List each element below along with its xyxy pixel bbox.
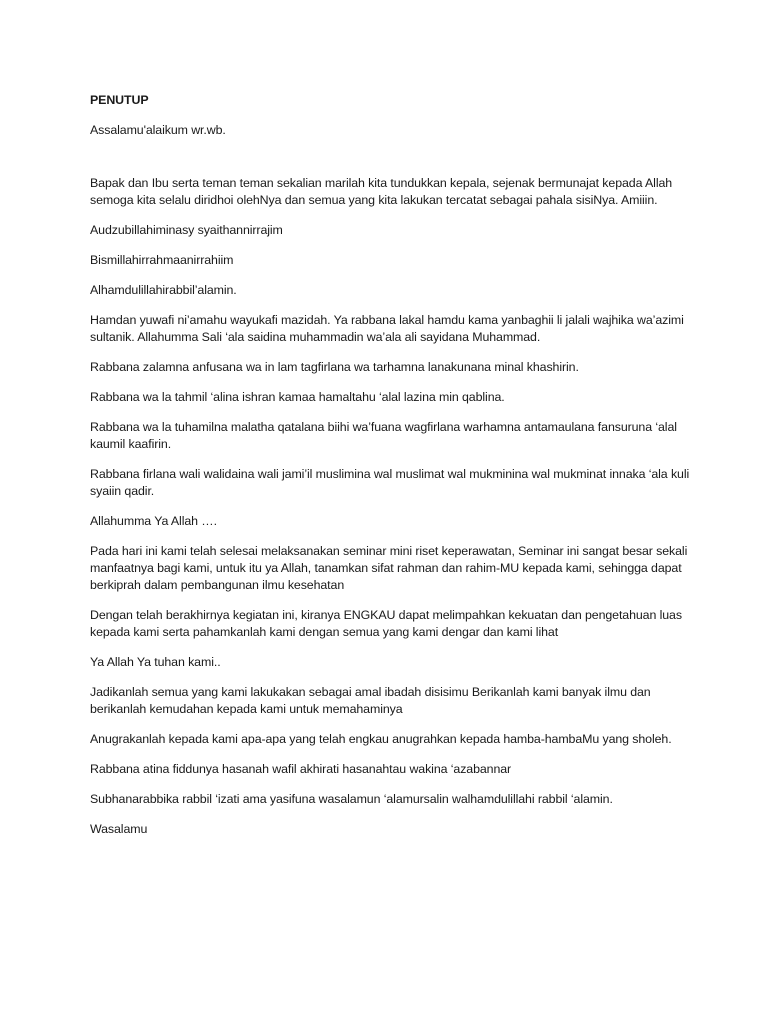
paragraph: Audzubillahiminasy syaithannirrajim	[90, 223, 283, 237]
paragraph: Bismillahirrahmaanirrahiim	[90, 253, 234, 267]
paragraph: Anugrakanlah kepada kami apa-apa yang telah engkau anugrahkan kepada hamba-hambaMu yang sholeh.	[90, 732, 672, 746]
paragraph: Pada hari ini kami telah selesai melaksanakan seminar mini riset keperawatan, Seminar ini sangat besar sekali manfaatnya bagi kami, untuk itu ya Allah, tanamkan sifat rahman dan rahim-MU kepada kami, sehingga dapat berkiprah dalam pembangunan ilmu kesehatan	[90, 544, 688, 592]
paragraph: Alhamdulillahirabbil’alamin.	[90, 283, 237, 297]
paragraph: Jadikanlah semua yang kami lakukakan sebagai amal ibadah disisimu Berikanlah kami banyak ilmu dan berikanlah kemudahan kepada kami untuk memahaminya	[90, 685, 651, 716]
paragraph: Bapak dan Ibu serta teman teman sekalian marilah kita tundukkan kepala, sejenak bermunajat kepada Allah semoga kita selalu diridhoi olehNya dan semua yang kita lakukan tercatat sebagai pahala sisiNya. Amiiin.	[90, 176, 673, 207]
paragraph: Rabbana wa la tahmil ‘alina ishran kamaa hamaltahu ‘alal lazina min qablina.	[90, 390, 505, 404]
paragraph: Subhanarabbika rabbil ‘izati ama yasifuna wasalamun ‘alamursalin walhamdulillahi rabbil ‘alamin.	[90, 792, 613, 806]
paragraph: Dengan telah berakhirnya kegiatan ini, kiranya ENGKAU dapat melimpahkan kekuatan dan pengetahuan luas kepada kami serta pahamkanlah kami dengan semua yang kami dengar dan kami lihat	[90, 608, 682, 639]
greeting: Assalamu'alaikum wr.wb.	[90, 123, 226, 137]
paragraph: Rabbana wa la tuhamilna malatha qatalana biihi wa’fuana wagfirlana warhamna antamaulana fansuruna ‘alal kaumil kaafirin.	[90, 420, 677, 451]
document-title: PENUTUP	[90, 93, 149, 107]
paragraph: Rabbana zalamna anfusana wa in lam tagfirlana wa tarhamna lanakunana minal khashirin.	[90, 360, 579, 374]
document-page	[90, 92, 690, 851]
paragraph: Ya Allah Ya tuhan kami..	[90, 655, 221, 669]
paragraph-list	[90, 175, 690, 838]
paragraph: Hamdan yuwafi ni’amahu wayukafi mazidah. Ya rabbana lakal hamdu kama yanbaghii li jalali wajhika wa’azimi sultanik. Allahumma Sali ‘ala saidina muhammadin wa’ala ali sayidana Muhammad.	[90, 313, 684, 344]
paragraph: Rabbana firlana wali walidaina wali jami’il muslimina wal muslimat wal mukminina wal mukminat innaka ‘ala kuli syaiin qadir.	[90, 467, 690, 498]
spacer	[90, 152, 690, 175]
paragraph: Rabbana atina fiddunya hasanah wafil akhirati hasanahtau wakina ‘azabannar	[90, 762, 512, 776]
paragraph: Allahumma Ya Allah ….	[90, 514, 217, 528]
paragraph: Wasalamu	[90, 822, 148, 836]
